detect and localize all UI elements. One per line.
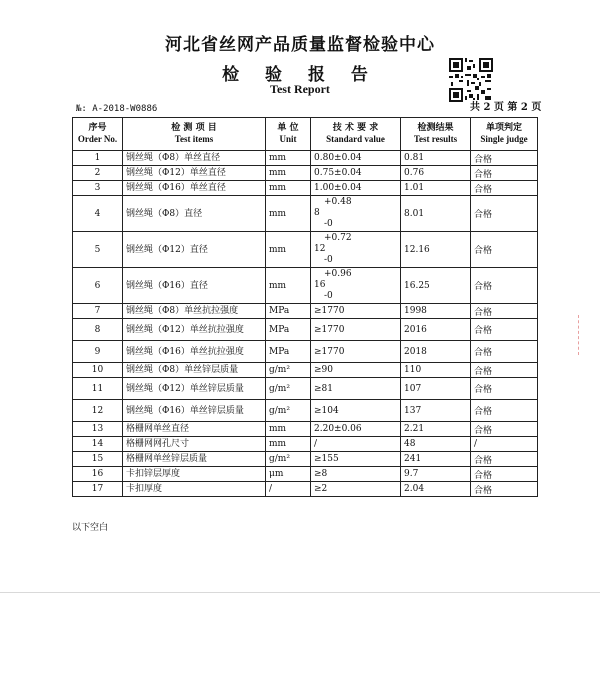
cell-judge: 合格 — [471, 378, 538, 400]
cell-no: 7 — [73, 304, 123, 319]
cell-judge: 合格 — [471, 467, 538, 482]
results-table — [72, 117, 538, 497]
cell-standard: ≥1770 — [311, 341, 401, 363]
col-unit — [266, 118, 311, 151]
cell-item: 格栅网网孔尺寸 — [123, 437, 266, 452]
cell-result: 107 — [401, 378, 471, 400]
table-row — [73, 268, 538, 304]
cell-result: 2.04 — [401, 482, 471, 497]
cell-standard: ≥90 — [311, 363, 401, 378]
cell-standard — [311, 232, 401, 268]
cell-no: 10 — [73, 363, 123, 378]
cell-standard — [311, 196, 401, 232]
tolerance-upper: +0.72 — [324, 233, 352, 243]
cell-standard — [311, 268, 401, 304]
table-row — [73, 400, 538, 422]
cell-standard: ≥81 — [311, 378, 401, 400]
cell-judge: 合格 — [471, 363, 538, 378]
cell-no: 1 — [73, 151, 123, 166]
cell-no: 4 — [73, 196, 123, 232]
organization-name: 河北省丝网产品质量监督检验中心 — [165, 35, 435, 55]
cell-unit: g/m² — [266, 400, 311, 422]
cell-judge: 合格 — [471, 268, 538, 304]
cell-no: 12 — [73, 400, 123, 422]
cell-unit: g/m² — [266, 363, 311, 378]
cell-item: 钢丝绳（Φ16）直径 — [123, 268, 266, 304]
cell-result: 1.01 — [401, 181, 471, 196]
cell-standard: ≥104 — [311, 400, 401, 422]
cell-standard: ≥155 — [311, 452, 401, 467]
cell-standard: ≥1770 — [311, 319, 401, 341]
cell-item: 钢丝绳（Φ16）单丝抗拉强度 — [123, 341, 266, 363]
col-test-items-cn: 检 测 项 目 — [171, 123, 217, 133]
table-row — [73, 437, 538, 452]
table-row — [73, 363, 538, 378]
col-judge-en: Single judge — [480, 134, 528, 144]
cell-item: 卡扣厚度 — [123, 482, 266, 497]
tolerance-base: 12 — [314, 244, 326, 254]
cell-judge: 合格 — [471, 482, 538, 497]
cell-result: 8.01 — [401, 196, 471, 232]
col-standard — [311, 118, 401, 151]
cell-standard: 0.80±0.04 — [311, 151, 401, 166]
table-row — [73, 482, 538, 497]
cell-unit: MPa — [266, 341, 311, 363]
cell-result: 241 — [401, 452, 471, 467]
table-header-row — [73, 118, 538, 151]
qr-code-icon — [449, 58, 493, 102]
col-standard-cn: 技 术 要 求 — [332, 123, 379, 133]
cell-unit: mm — [266, 196, 311, 232]
report-title-cn: 检 验 报 告 — [222, 65, 378, 85]
table-row — [73, 304, 538, 319]
cell-standard: ≥1770 — [311, 304, 401, 319]
cell-standard: 1.00±0.04 — [311, 181, 401, 196]
cell-no: 6 — [73, 268, 123, 304]
cell-item: 卡扣锌层厚度 — [123, 467, 266, 482]
cell-no: 15 — [73, 452, 123, 467]
cell-judge: 合格 — [471, 232, 538, 268]
cell-judge: 合格 — [471, 166, 538, 181]
blank-below-note: 以下空白 — [72, 523, 109, 533]
cell-no: 11 — [73, 378, 123, 400]
cell-judge: 合格 — [471, 319, 538, 341]
cell-unit: MPa — [266, 319, 311, 341]
cell-unit: MPa — [266, 304, 311, 319]
cell-no: 3 — [73, 181, 123, 196]
cell-result: 2018 — [401, 341, 471, 363]
cell-judge: / — [471, 437, 538, 452]
cell-judge: 合格 — [471, 151, 538, 166]
cell-item: 钢丝绳（Φ12）单丝锌层质量 — [123, 378, 266, 400]
cell-judge: 合格 — [471, 400, 538, 422]
cell-unit: mm — [266, 166, 311, 181]
col-results-en: Test results — [413, 134, 458, 144]
col-test-items-en: Test items — [174, 134, 214, 144]
cell-item: 钢丝绳（Φ12）单丝直径 — [123, 166, 266, 181]
table-row — [73, 151, 538, 166]
table-row — [73, 378, 538, 400]
cell-item: 格栅网单丝锌层质量 — [123, 452, 266, 467]
cell-no: 17 — [73, 482, 123, 497]
tolerance-lower: -0 — [324, 255, 333, 265]
col-test-items — [123, 118, 266, 151]
cell-result: 0.76 — [401, 166, 471, 181]
cell-result: 137 — [401, 400, 471, 422]
cell-result: 9.7 — [401, 467, 471, 482]
cell-result: 110 — [401, 363, 471, 378]
cell-item: 格栅网单丝直径 — [123, 422, 266, 437]
cell-standard: ≥8 — [311, 467, 401, 482]
cell-unit: g/m² — [266, 452, 311, 467]
tolerance-lower: -0 — [324, 219, 333, 229]
cell-item: 钢丝绳（Φ16）单丝锌层质量 — [123, 400, 266, 422]
cell-unit: mm — [266, 422, 311, 437]
col-order-no — [73, 118, 123, 151]
table-row — [73, 467, 538, 482]
cell-standard: / — [311, 437, 401, 452]
cell-item: 钢丝绳（Φ8）单丝抗拉强度 — [123, 304, 266, 319]
table-row — [73, 319, 538, 341]
cell-item: 钢丝绳（Φ12）单丝抗拉强度 — [123, 319, 266, 341]
cell-unit: μm — [266, 467, 311, 482]
report-number: №: A-2018-W0886 — [76, 104, 158, 114]
cell-item: 钢丝绳（Φ8）单丝锌层质量 — [123, 363, 266, 378]
cell-result: 1998 — [401, 304, 471, 319]
cell-no: 13 — [73, 422, 123, 437]
report-title-en: Test Report — [270, 82, 330, 96]
col-results — [401, 118, 471, 151]
col-unit-cn: 单 位 — [277, 123, 299, 133]
cell-result: 2.21 — [401, 422, 471, 437]
tolerance-lower: -0 — [324, 291, 333, 301]
cell-unit: mm — [266, 268, 311, 304]
cell-unit: mm — [266, 232, 311, 268]
table-row — [73, 181, 538, 196]
col-order-no-cn: 序号 — [88, 123, 107, 133]
cell-result: 16.25 — [401, 268, 471, 304]
cell-result: 48 — [401, 437, 471, 452]
table-row — [73, 341, 538, 363]
cell-unit: mm — [266, 437, 311, 452]
cell-judge: 合格 — [471, 304, 538, 319]
cell-item: 钢丝绳（Φ16）单丝直径 — [123, 181, 266, 196]
cell-no: 5 — [73, 232, 123, 268]
cell-unit: mm — [266, 181, 311, 196]
cell-result: 0.81 — [401, 151, 471, 166]
table-row — [73, 452, 538, 467]
cell-unit: g/m² — [266, 378, 311, 400]
background-area — [0, 593, 600, 700]
cell-result: 12.16 — [401, 232, 471, 268]
cell-unit: mm — [266, 151, 311, 166]
cell-no: 9 — [73, 341, 123, 363]
seal-mark — [578, 315, 581, 355]
cell-standard: ≥2 — [311, 482, 401, 497]
cell-judge: 合格 — [471, 181, 538, 196]
cell-judge: 合格 — [471, 196, 538, 232]
cell-judge: 合格 — [471, 452, 538, 467]
tolerance-base: 8 — [314, 208, 320, 218]
tolerance-base: 16 — [314, 280, 326, 290]
col-judge-cn: 单项判定 — [485, 123, 522, 133]
cell-judge: 合格 — [471, 422, 538, 437]
cell-standard: 2.20±0.06 — [311, 422, 401, 437]
cell-item: 钢丝绳（Φ12）直径 — [123, 232, 266, 268]
cell-standard: 0.75±0.04 — [311, 166, 401, 181]
cell-no: 8 — [73, 319, 123, 341]
cell-judge: 合格 — [471, 341, 538, 363]
col-judge — [471, 118, 538, 151]
cell-no: 2 — [73, 166, 123, 181]
cell-unit: / — [266, 482, 311, 497]
tolerance-upper: +0.48 — [324, 197, 352, 207]
col-results-cn: 检测结果 — [417, 123, 454, 133]
col-order-no-en: Order No. — [77, 134, 118, 144]
cell-item: 钢丝绳（Φ8）直径 — [123, 196, 266, 232]
table-row — [73, 422, 538, 437]
cell-no: 14 — [73, 437, 123, 452]
page-indicator: 共 2 页 第 2 页 — [470, 102, 542, 113]
col-standard-en: Standard value — [326, 134, 385, 144]
table-row — [73, 232, 538, 268]
cell-no: 16 — [73, 467, 123, 482]
table-row — [73, 166, 538, 181]
tolerance-upper: +0.96 — [324, 269, 352, 279]
cell-item: 钢丝绳（Φ8）单丝直径 — [123, 151, 266, 166]
cell-result: 2016 — [401, 319, 471, 341]
table-row — [73, 196, 538, 232]
col-unit-en: Unit — [279, 134, 297, 144]
